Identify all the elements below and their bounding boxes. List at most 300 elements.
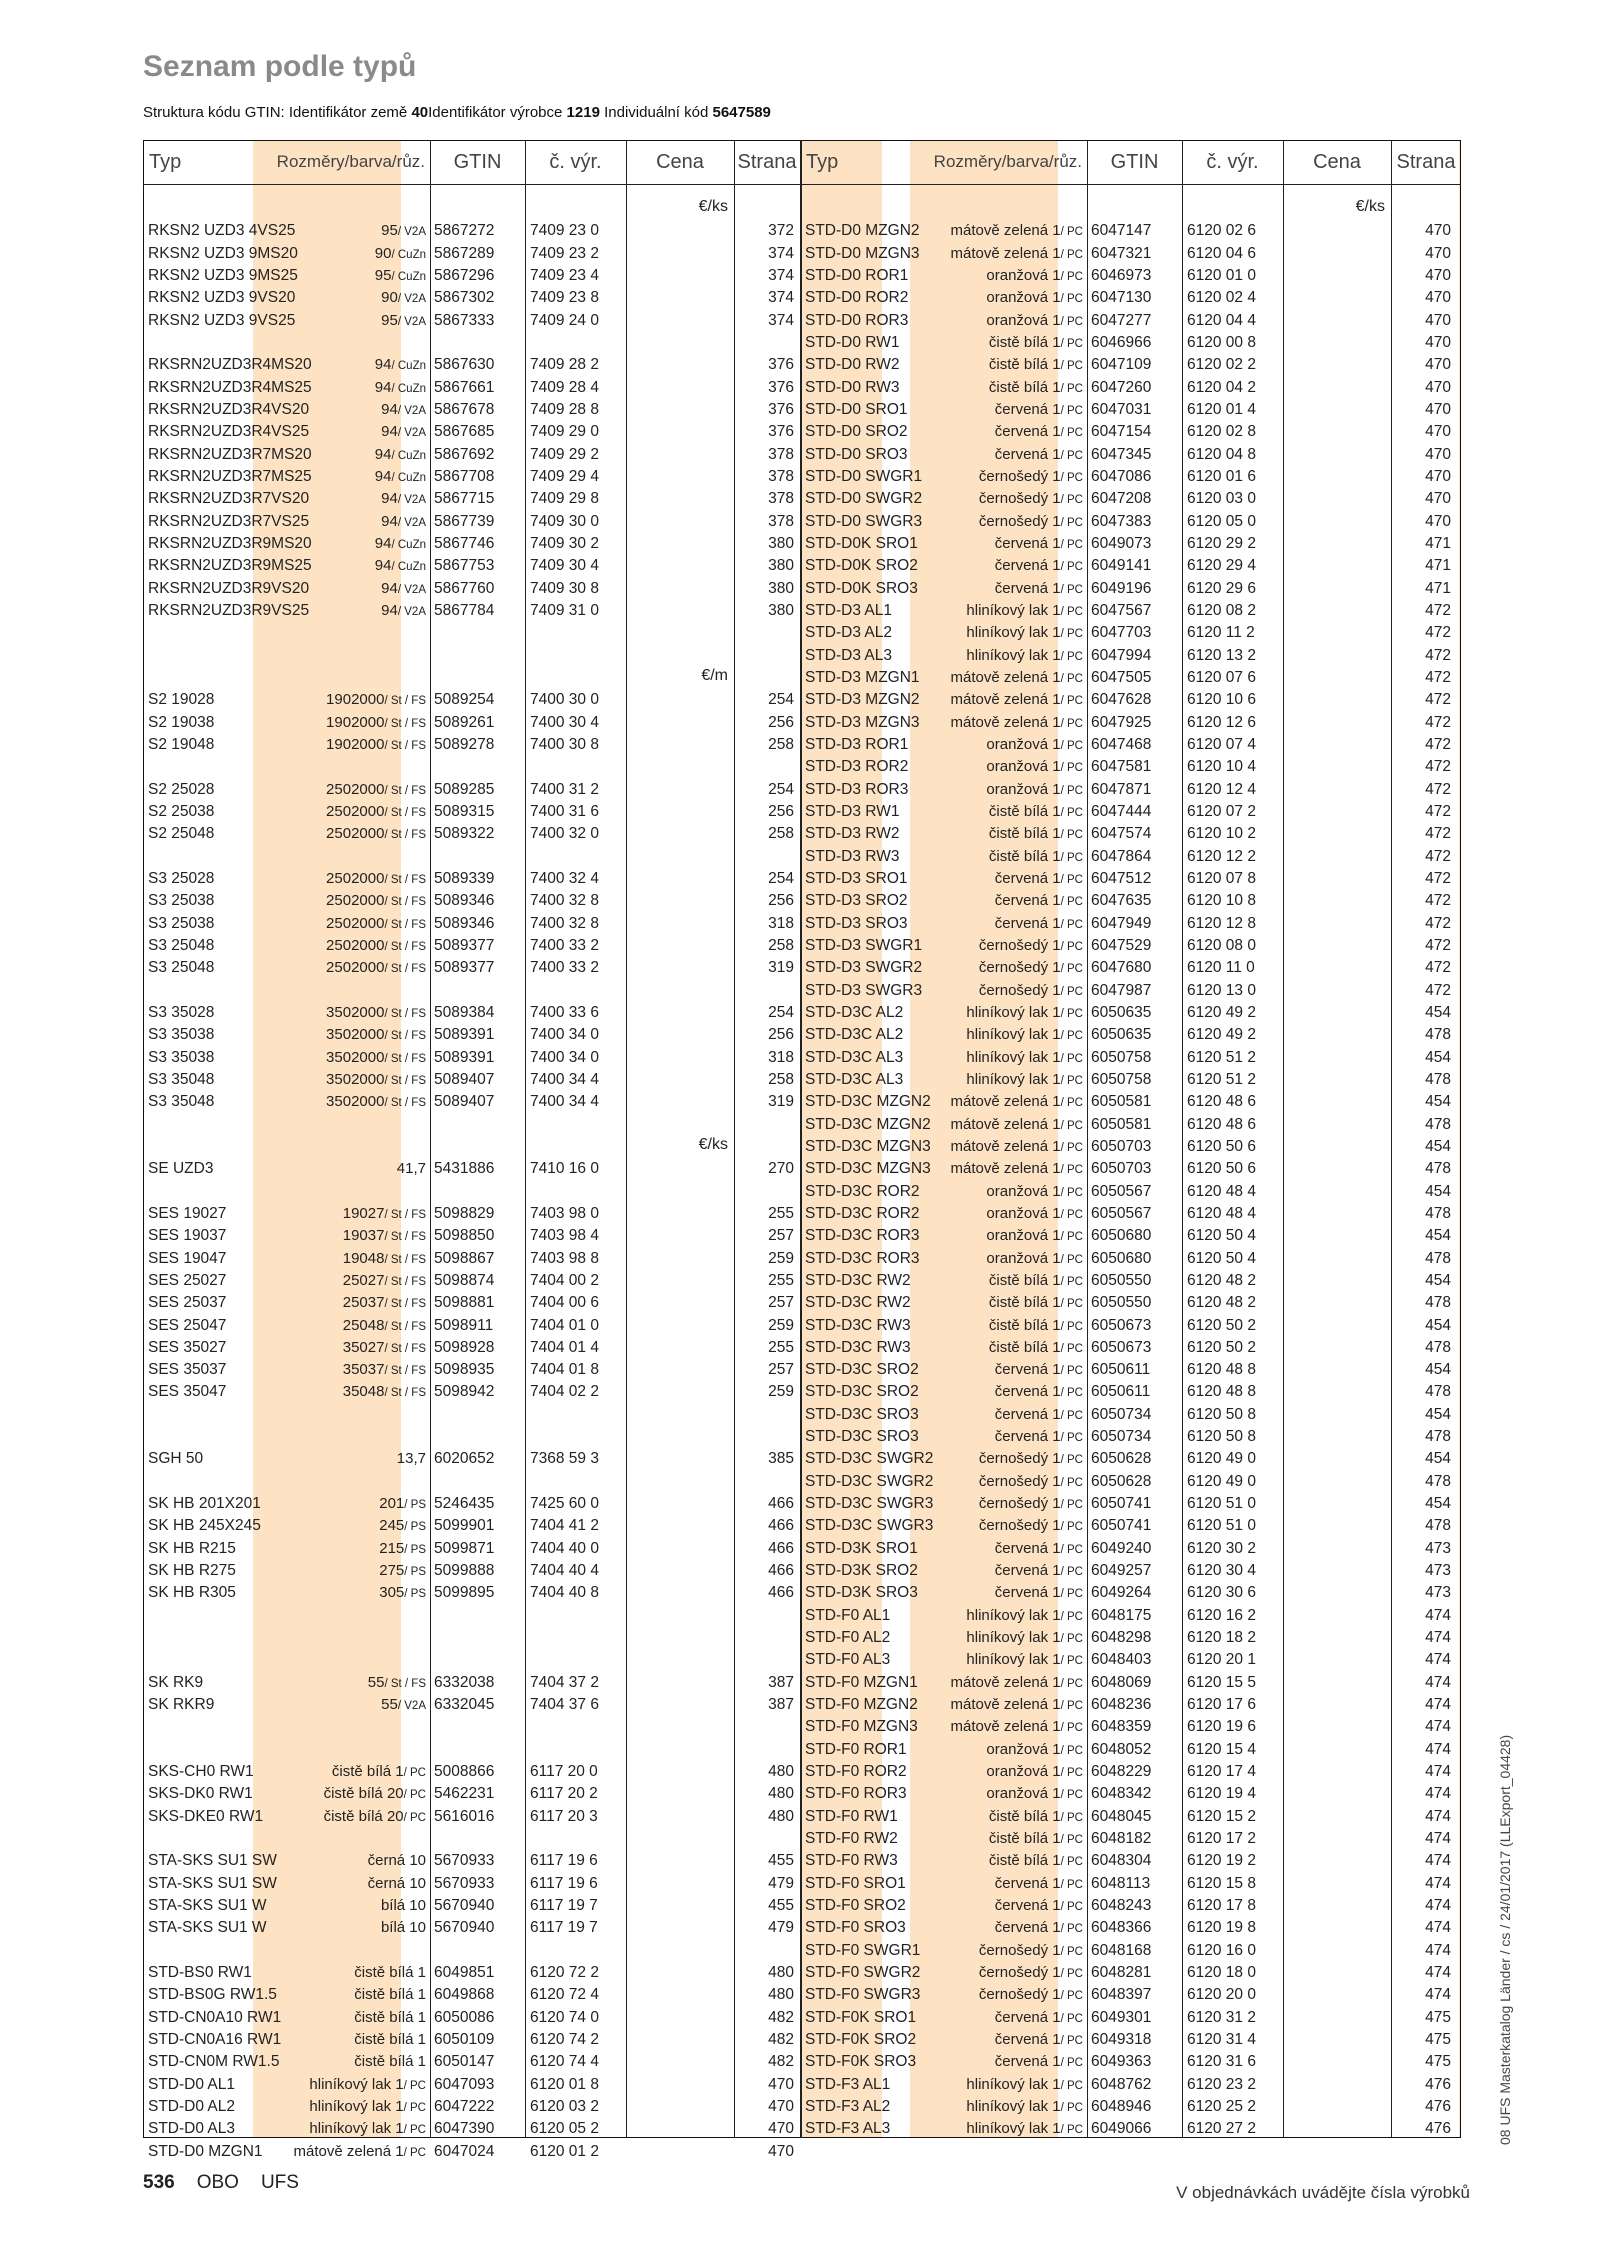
dimension-value: 35027 <box>342 1338 385 1356</box>
page-ref-cell: 470 <box>1425 445 1451 463</box>
page-ref-cell: 376 <box>768 423 794 441</box>
type-cell: STD-CN0A16 RW1 <box>148 2031 282 2049</box>
header-dim: Rozměry/barva/růz. <box>276 152 425 171</box>
type-cell: STD-D3C SRO3 <box>805 1428 919 1446</box>
material-text: PC <box>1067 1878 1083 1891</box>
product-number-cell: 7400 32 8 <box>530 892 599 910</box>
table-row <box>143 1694 800 1716</box>
product-number-cell: 6120 48 4 <box>1187 1182 1256 1200</box>
gtin-cell: 6049240 <box>1091 1539 1152 1557</box>
dimension-cell <box>912 310 1083 333</box>
page-ref-cell: 472 <box>1425 646 1451 664</box>
material-text: PC <box>1067 717 1083 730</box>
table-row <box>143 1917 800 1939</box>
material-text: PC <box>1067 1633 1083 1646</box>
brand-name: OBO <box>196 2172 239 2193</box>
page-ref-cell: 470 <box>1425 423 1451 441</box>
table-row <box>143 2074 800 2096</box>
gtin-cell: 6048281 <box>1091 1964 1152 1982</box>
product-number-cell: 6120 30 6 <box>1187 1584 1256 1602</box>
material-code: / PC <box>1060 1387 1083 1400</box>
dimension-value: 94 <box>374 378 392 396</box>
product-number-cell: 6117 19 6 <box>530 1874 598 1892</box>
page-ref-cell: 474 <box>1425 1718 1451 1736</box>
material-text: PC <box>1067 851 1083 864</box>
page-ref-cell: 257 <box>768 1294 794 1312</box>
product-number-cell: 6120 13 0 <box>1187 981 1256 999</box>
dimension-value: 19048 <box>342 1249 385 1267</box>
type-cell: STD-D3C ROR3 <box>805 1227 920 1245</box>
dimension-cell <box>255 310 426 333</box>
dimension-cell <box>255 2074 426 2097</box>
dimension-cell <box>912 645 1083 668</box>
gtin-cell: 5089377 <box>434 936 495 954</box>
gtin-cell: 6049141 <box>1091 557 1152 575</box>
type-cell: RKSN2 UZD3 9MS20 <box>148 244 298 262</box>
dimension-value: oranžová 1 <box>986 1763 1061 1781</box>
table-row <box>800 667 1457 689</box>
page-ref-cell: 474 <box>1425 1852 1451 1870</box>
dimension-value: oranžová 1 <box>986 1204 1061 1222</box>
material-text: PC <box>1067 1208 1083 1221</box>
page-ref-cell: 478 <box>1425 1249 1451 1267</box>
dimension-value: 94 <box>374 534 392 552</box>
dimension-cell <box>912 2118 1083 2141</box>
type-cell: STD-D3C SWGR3 <box>805 1517 934 1535</box>
dimension-cell <box>255 1225 426 1248</box>
dimension-cell <box>255 1962 426 1985</box>
page-ref-cell: 474 <box>1425 1964 1451 1982</box>
table-row <box>143 1225 800 1247</box>
dimension-value: červená 1 <box>994 1897 1061 1915</box>
dimension-cell <box>255 243 426 266</box>
product-number-cell: 7425 60 0 <box>530 1495 599 1513</box>
gtin-cell: 5099901 <box>434 1517 495 1535</box>
material-code: / CuZn <box>391 382 426 395</box>
page-ref-cell: 482 <box>768 2031 794 2049</box>
material-code: / St / FS <box>384 1097 426 1110</box>
page-ref-cell: 473 <box>1425 1584 1451 1602</box>
material-text: St / FS <box>390 1007 426 1020</box>
type-cell: SKS-DKE0 RW1 <box>148 1807 264 1825</box>
page-ref-cell: 476 <box>1425 2120 1451 2138</box>
product-number-cell: 6120 49 2 <box>1187 1003 1256 1021</box>
material-text: V2A <box>404 516 426 529</box>
dimension-cell <box>255 823 426 846</box>
gtin-cell: 6047628 <box>1091 691 1152 709</box>
dimension-cell <box>255 1761 426 1784</box>
dimension-cell <box>912 1471 1083 1494</box>
product-number-cell: 6120 74 2 <box>530 2031 599 2049</box>
type-cell: STD-F0 AL2 <box>805 1629 891 1647</box>
dimension-cell <box>912 823 1083 846</box>
dimension-value: 3502000 <box>326 1048 385 1066</box>
material-code: / PC <box>1060 1744 1083 1757</box>
material-text: PC <box>1067 1074 1083 1087</box>
material-text: PS <box>410 1521 426 1534</box>
page-ref-cell: 319 <box>768 959 794 977</box>
dimension-cell <box>255 265 426 288</box>
type-cell: RKSN2 UZD3 9MS25 <box>148 266 298 284</box>
dimension-cell <box>912 1002 1083 1025</box>
material-text: St / FS <box>390 963 426 976</box>
material-code: / St / FS <box>384 1007 426 1020</box>
header-typ: Typ <box>806 151 839 173</box>
material-text: PC <box>1067 1320 1083 1333</box>
material-code: / PC <box>1060 672 1083 685</box>
material-text: PC <box>1067 1767 1083 1780</box>
material-code: / PC <box>1060 2079 1083 2092</box>
dimension-cell <box>255 1493 426 1516</box>
dimension-cell <box>912 1315 1083 1338</box>
page-ref-cell: 256 <box>768 1026 794 1044</box>
gtin-cell: 5089278 <box>434 735 495 753</box>
dimension-cell <box>912 1538 1083 1561</box>
gtin-cell: 6047505 <box>1091 668 1152 686</box>
gtin-cell: 6050086 <box>434 2008 495 2026</box>
table-row <box>800 823 1457 845</box>
table-row <box>143 1448 800 1470</box>
material-code: / PC <box>1060 1945 1083 1958</box>
dimension-value: čistě bílá 1 <box>354 2031 426 2049</box>
product-number-cell: 6120 15 5 <box>1187 1673 1256 1691</box>
material-code: / PC <box>1060 1566 1083 1579</box>
dimension-cell <box>912 1270 1083 1293</box>
gtin-cell: 5089346 <box>434 914 495 932</box>
dimension-value: 3502000 <box>326 1026 385 1044</box>
table-row <box>800 1024 1457 1046</box>
table-row <box>143 734 800 756</box>
table-row <box>143 265 800 287</box>
gtin-cell: 6050147 <box>434 2053 495 2071</box>
material-text: PS <box>410 1588 426 1601</box>
dimension-value: červená 1 <box>994 2053 1061 2071</box>
product-number-cell: 6120 16 0 <box>1187 1941 1256 1959</box>
material-text: PC <box>1067 1007 1083 1020</box>
page-ref-cell: 374 <box>768 266 794 284</box>
product-number-cell: 6117 19 6 <box>530 1852 598 1870</box>
product-number-cell: 7409 30 4 <box>530 557 599 575</box>
dimension-value: oranžová 1 <box>986 758 1061 776</box>
material-code: / PC <box>1060 1499 1083 1512</box>
dimension-cell <box>912 1292 1083 1315</box>
page-ref-cell: 454 <box>1425 1137 1451 1155</box>
product-number-cell: 6120 72 4 <box>530 1986 599 2004</box>
dimension-cell <box>912 1493 1083 1516</box>
dimension-value: černošedý 1 <box>978 936 1061 954</box>
dimension-cell <box>912 1828 1083 1851</box>
dimension-value: 3502000 <box>326 1093 385 1111</box>
dimension-cell <box>255 1515 426 1538</box>
dimension-cell <box>255 2118 426 2141</box>
product-number-cell: 6120 29 2 <box>1187 534 1256 552</box>
product-number-cell: 7404 37 6 <box>530 1696 599 1714</box>
type-cell: STD-D3C ROR2 <box>805 1182 920 1200</box>
product-number-cell: 6120 01 2 <box>530 2142 599 2160</box>
product-number-cell: 6120 50 2 <box>1187 1338 1256 1356</box>
dimension-cell <box>912 1672 1083 1695</box>
table-row <box>800 1850 1457 1872</box>
product-number-cell: 6120 07 4 <box>1187 735 1256 753</box>
material-text: St / FS <box>390 806 426 819</box>
material-text: PC <box>1067 1945 1083 1958</box>
dimension-cell <box>912 1582 1083 1605</box>
gtin-cell: 5089315 <box>434 802 495 820</box>
material-text: St / FS <box>390 1320 426 1333</box>
dimension-value: 2502000 <box>326 802 385 820</box>
dimension-value: bílá 10 <box>380 1897 426 1915</box>
gtin-cell: 6047925 <box>1091 713 1152 731</box>
material-text: PC <box>1067 337 1083 350</box>
dimension-value: čistě bílá 1 <box>354 1964 426 1982</box>
product-number-cell: 6120 29 6 <box>1187 579 1256 597</box>
material-text: PS <box>410 1543 426 1556</box>
type-cell: STD-D0 MZGN2 <box>805 222 920 240</box>
dimension-value: hliníkový lak 1 <box>309 2120 404 2138</box>
dimension-value: 94 <box>381 400 398 418</box>
gtin-cell: 6048182 <box>1091 1830 1152 1848</box>
dimension-value: hliníkový lak 1 <box>966 624 1061 642</box>
dimension-value: mátově zelená 1 <box>950 1093 1061 1111</box>
type-cell: RKSRN2UZD3R9VS20 <box>148 579 310 597</box>
dimension-cell <box>912 2096 1083 2119</box>
product-number-cell: 6120 49 0 <box>1187 1450 1256 1468</box>
material-text: PC <box>1067 2079 1083 2092</box>
gtin-cell: 6048168 <box>1091 1941 1152 1959</box>
gtin-cell: 5089254 <box>434 691 495 709</box>
material-text: V2A <box>404 404 426 417</box>
table-row <box>800 1181 1457 1203</box>
material-text: PC <box>1067 1298 1083 1311</box>
table-row <box>143 533 800 555</box>
material-code: / PC <box>1060 695 1083 708</box>
product-number-cell: 6120 01 4 <box>1187 400 1256 418</box>
product-number-cell: 6120 12 8 <box>1187 914 1256 932</box>
type-cell: STD-F0 RW1 <box>805 1807 898 1825</box>
material-text: PC <box>1067 784 1083 797</box>
gtin-cell: 6049868 <box>434 1986 495 2004</box>
table-row <box>800 466 1457 488</box>
dimension-value: oranžová 1 <box>986 266 1061 284</box>
material-text: PC <box>1067 940 1083 953</box>
dimension-cell <box>912 1047 1083 1070</box>
dimension-cell <box>255 488 426 511</box>
page-ref-cell: 474 <box>1425 1874 1451 1892</box>
dimension-value: mátově zelená 1 <box>950 222 1061 240</box>
gtin-cell: 5089285 <box>434 780 495 798</box>
table-row <box>800 1292 1457 1314</box>
product-number-cell: 7400 32 4 <box>530 869 599 887</box>
product-number-cell: 6117 20 3 <box>530 1807 598 1825</box>
dimension-cell <box>255 890 426 913</box>
gtin-cell: 5867296 <box>434 266 495 284</box>
product-number-cell: 7404 01 8 <box>530 1361 599 1379</box>
type-cell: STD-D3 RW3 <box>805 847 900 865</box>
table-row <box>800 1672 1457 1694</box>
type-cell: RKSRN2UZD3R7VS20 <box>148 490 310 508</box>
gtin-cell: 6049196 <box>1091 579 1152 597</box>
type-cell: STD-D0 AL1 <box>148 2075 236 2093</box>
material-code: / St / FS <box>384 1253 426 1266</box>
page-ref-cell: 482 <box>768 2008 794 2026</box>
gtin-cell: 6049851 <box>434 1964 495 1982</box>
dimension-value: černá 10 <box>367 1852 426 1870</box>
material-text: PC <box>1067 829 1083 842</box>
table-row <box>800 801 1457 823</box>
product-number-cell: 6120 11 0 <box>1187 959 1255 977</box>
dimension-cell <box>255 734 426 757</box>
product-number-cell: 7403 98 0 <box>530 1204 599 1222</box>
table-row <box>800 377 1457 399</box>
product-number-cell: 6120 51 0 <box>1187 1495 1256 1513</box>
product-number-cell: 6120 07 2 <box>1187 802 1256 820</box>
page-ref-cell: 473 <box>1425 1539 1451 1557</box>
page-ref-cell: 476 <box>1425 2075 1451 2093</box>
header-cena: Cena <box>656 151 704 173</box>
dimension-value: červená 1 <box>994 579 1061 597</box>
dimension-value: černošedý 1 <box>978 1986 1061 2004</box>
page-ref-cell: 474 <box>1425 1673 1451 1691</box>
gtin-cell: 6047222 <box>434 2098 495 2116</box>
dimension-cell <box>255 2029 426 2052</box>
material-code: / PC <box>1060 1722 1083 1735</box>
material-text: PC <box>1067 1499 1083 1512</box>
material-text: PC <box>1067 1811 1083 1824</box>
dimension-cell <box>255 868 426 891</box>
material-text: PC <box>1067 1476 1083 1489</box>
page-ref-cell: 256 <box>768 713 794 731</box>
gtin-cell: 6050758 <box>1091 1070 1152 1088</box>
table-row <box>800 1627 1457 1649</box>
material-text: PC <box>1067 1744 1083 1757</box>
page-ref-cell: 378 <box>768 490 794 508</box>
table-row <box>800 1493 1457 1515</box>
product-number-cell: 6120 29 4 <box>1187 557 1256 575</box>
type-cell: STD-D3C AL3 <box>805 1070 904 1088</box>
table-row <box>800 332 1457 354</box>
product-number-cell: 7404 40 0 <box>530 1539 599 1557</box>
table-row <box>143 1203 800 1225</box>
dimension-cell <box>912 1627 1083 1650</box>
order-note: V objednávkách uvádějte čísla výrobků <box>1176 2183 1470 2202</box>
material-code: / PC <box>1060 2035 1083 2048</box>
gtin-cell: 6047208 <box>1091 490 1152 508</box>
product-number-cell: 6120 10 6 <box>1187 691 1256 709</box>
dimension-cell <box>255 1337 426 1360</box>
table-row <box>143 1582 800 1604</box>
dimension-value: 215 <box>379 1539 405 1557</box>
product-number-cell: 7409 29 2 <box>530 445 599 463</box>
dimension-value: čistě bílá 20 <box>323 1807 404 1825</box>
material-text: PC <box>1067 918 1083 931</box>
dimension-cell <box>255 1806 426 1829</box>
product-number-cell: 6120 50 2 <box>1187 1316 1256 1334</box>
product-number-cell: 6120 25 2 <box>1187 2098 1256 2116</box>
material-text: St / FS <box>390 918 426 931</box>
material-code: / PC <box>1060 1164 1083 1177</box>
gtin-cell: 6046973 <box>1091 266 1152 284</box>
material-code: / St / FS <box>384 1030 426 1043</box>
product-number-cell: 6120 49 0 <box>1187 1472 1256 1490</box>
gtin-cell: 6050673 <box>1091 1338 1152 1356</box>
table-row <box>800 1605 1457 1627</box>
dimension-cell <box>912 1136 1083 1159</box>
dimension-cell <box>912 712 1083 735</box>
page-ref-cell: 471 <box>1425 579 1451 597</box>
dimension-value: 13,7 <box>396 1450 426 1468</box>
table-row <box>800 846 1457 868</box>
material-text: PC <box>1067 672 1083 685</box>
material-code: / St / FS <box>384 1387 426 1400</box>
gtin-cell: 6050741 <box>1091 1517 1152 1535</box>
material-text: PC <box>1067 628 1083 641</box>
dimension-value: čistě bílá 1 <box>988 378 1061 396</box>
material-code: / PC <box>1060 1655 1083 1668</box>
material-text: PS <box>410 1566 426 1579</box>
dimension-cell <box>912 957 1083 980</box>
page-ref-cell: 257 <box>768 1227 794 1245</box>
dimension-value: 3502000 <box>326 1003 385 1021</box>
type-cell: STD-D3 MZGN3 <box>805 713 920 731</box>
dimension-value: 25048 <box>342 1316 385 1334</box>
dimension-cell <box>255 957 426 980</box>
material-code: / PS <box>404 1566 426 1579</box>
page-ref-cell: 254 <box>768 869 794 887</box>
gtin-cell: 5089322 <box>434 825 495 843</box>
gtin-cell: 5867753 <box>434 557 495 575</box>
gtin-structure-note: Struktura kódu GTIN: Identifikátor země 40Identifikátor výrobce 1219 Individuální kód 5647589 <box>143 104 771 121</box>
table-row <box>143 1560 800 1582</box>
product-number-cell: 7409 31 0 <box>530 601 599 619</box>
table-row <box>143 354 800 376</box>
dimension-value: oranžová 1 <box>986 780 1061 798</box>
dimension-value: černošedý 1 <box>978 959 1061 977</box>
dimension-cell <box>912 846 1083 869</box>
type-cell: SGH 50 <box>148 1450 204 1468</box>
gtin-cell: 6047277 <box>1091 311 1152 329</box>
product-number-cell: 6120 12 2 <box>1187 847 1256 865</box>
gtin-cell: 5462231 <box>434 1785 495 1803</box>
gtin-cell: 6047680 <box>1091 959 1152 977</box>
product-number-cell: 6120 02 4 <box>1187 289 1256 307</box>
table-row <box>800 1806 1457 1828</box>
material-text: PC <box>1067 471 1083 484</box>
type-cell: STD-D3 AL2 <box>805 624 893 642</box>
gtin-cell: 6049257 <box>1091 1562 1152 1580</box>
gtin-cell: 6048298 <box>1091 1629 1152 1647</box>
material-code: / St / FS <box>384 1052 426 1065</box>
gtin-cell: 5867692 <box>434 445 495 463</box>
product-number-cell: 6120 50 4 <box>1187 1249 1256 1267</box>
page-ref-cell: 470 <box>1425 512 1451 530</box>
dimension-value: hliníkový lak 1 <box>966 1606 1061 1624</box>
dimension-value: červená 1 <box>994 534 1061 552</box>
gtin-cell: 6049363 <box>1091 2053 1152 2071</box>
material-text: PC <box>1067 985 1083 998</box>
dimension-cell <box>912 1605 1083 1628</box>
material-code: / V2A <box>397 427 426 440</box>
dimension-cell <box>255 1783 426 1806</box>
type-cell: STD-D3C MZGN3 <box>805 1137 931 1155</box>
page-ref-cell: 466 <box>768 1584 794 1602</box>
material-text: PC <box>1067 1968 1083 1981</box>
product-number-cell: 7400 34 4 <box>530 1093 599 1111</box>
gtin-cell: 5431886 <box>434 1160 495 1178</box>
table-row <box>800 1739 1457 1761</box>
material-text: PC <box>1067 1275 1083 1288</box>
dimension-value: černá 10 <box>367 1874 426 1892</box>
page-ref-cell: 258 <box>768 936 794 954</box>
